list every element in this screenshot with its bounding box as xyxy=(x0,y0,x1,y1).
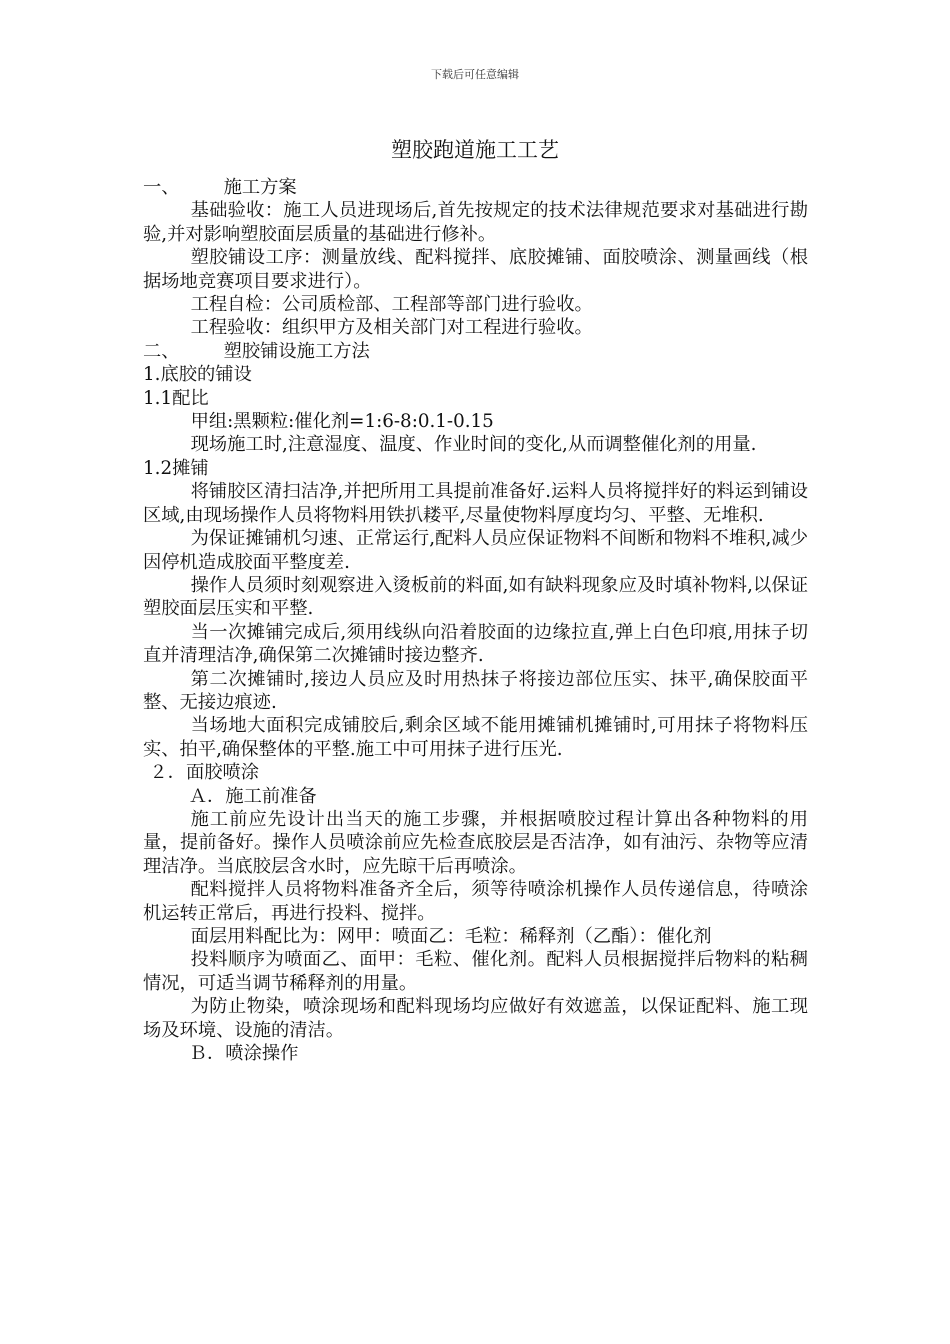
subheading: Ｂ．喷涂操作 xyxy=(188,1043,299,1065)
paragraph: 基础验收：施工人员进现场后,首先按规定的技术法律规范要求对基础进行勘验,并对影响塑胶面层质量的基础进行修补。 xyxy=(143,200,808,245)
document-body xyxy=(143,176,808,1065)
section-number: 一、 xyxy=(143,177,180,198)
subheading: 1.底胶的铺设 xyxy=(143,364,252,386)
paragraph: 投料顺序为喷面乙、面甲：毛粒、催化剂。配料人员根据搅拌后物料的粘稠情况，可适当调节稀释剂的用量。 xyxy=(143,949,808,994)
paragraph: 施工前应先设计出当天的施工步骤，并根据喷胶过程计算出各种物料的用量，提前备好。操作人员喷涂前应先检查底胶层是否洁净，如有油污、杂物等应清理洁净。当底胶层含水时，应先晾干后再喷涂。 xyxy=(143,808,808,877)
paragraph: 当场地大面积完成铺胶后,剩余区域不能用摊铺机摊铺时,可用抹子将物料压实、拍平,确保整体的平整.施工中可用抹子进行压光. xyxy=(143,715,808,760)
paragraph: 配料搅拌人员将物料准备齐全后，须等待喷涂机操作人员传递信息，待喷涂机运转正常后，再进行投料、搅拌。 xyxy=(143,879,808,924)
subheading: ２．面胶喷涂 xyxy=(149,762,260,784)
paragraph: 将铺胶区清扫洁净,并把所用工具提前准备好.运料人员将搅拌好的料运到铺设区域,由现场操作人员将物料用铁扒耧平,尽量使物料厚度均匀、平整、无堆积. xyxy=(143,481,808,526)
subheading: Ａ．施工前准备 xyxy=(188,785,317,807)
section-title: 塑胶铺设施工方法 xyxy=(223,340,370,362)
section-heading-1 xyxy=(143,176,808,199)
paragraph: 操作人员须时刻观察进入烫板前的料面,如有缺料现象应及时填补物料,以保证塑胶面层压实和平整. xyxy=(143,574,808,620)
paragraph: 为防止物染，喷涂现场和配料现场均应做好有效遮盖，以保证配料、施工现场及环境、设施的清洁。 xyxy=(143,996,808,1041)
header-note: 下载后可任意编辑 xyxy=(431,68,519,81)
paragraph: 面层用料配比为：网甲：喷面乙：毛粒：稀释剂（乙酯）：催化剂 xyxy=(190,926,712,947)
paragraph: 塑胶铺设工序：测量放线、配料搅拌、底胶摊铺、面胶喷涂、测量画线（根据场地竞赛项目要求进行）。 xyxy=(143,247,808,292)
paragraph: 现场施工时,注意湿度、温度、作业时间的变化,从而调整催化剂的用量. xyxy=(190,434,757,456)
paragraph: 当一次摊铺完成后,须用线纵向沿着胶面的边缘拉直,弹上白色印痕,用抹子切直并清理洁净,确保第二次摊铺时接边整齐. xyxy=(143,621,808,667)
section-number: 二、 xyxy=(143,340,180,362)
paragraph: 甲组:黑颗粒:催化剂=1:6-8:0.1-0.15 xyxy=(190,411,494,433)
section-heading-2 xyxy=(143,340,808,363)
paragraph: 工程验收：组织甲方及相关部门对工程进行验收。 xyxy=(190,317,593,339)
paragraph: 第二次摊铺时,接边人员应及时用热抹子将接边部位压实、抹平,确保胶面平整、无接边痕迹. xyxy=(143,668,808,713)
paragraph: 工程自检：公司质检部、工程部等部门进行验收。 xyxy=(190,294,593,316)
subheading: 1.2摊铺 xyxy=(143,457,209,479)
subheading: 1.1配比 xyxy=(143,387,209,409)
paragraph: 为保证摊铺机匀速、正常运行,配料人员应保证物料不间断和物料不堆积,减少因停机造成胶面平整度差. xyxy=(143,528,808,573)
document-title: 塑胶跑道施工工艺 xyxy=(391,138,559,162)
section-title: 施工方案 xyxy=(223,177,297,198)
